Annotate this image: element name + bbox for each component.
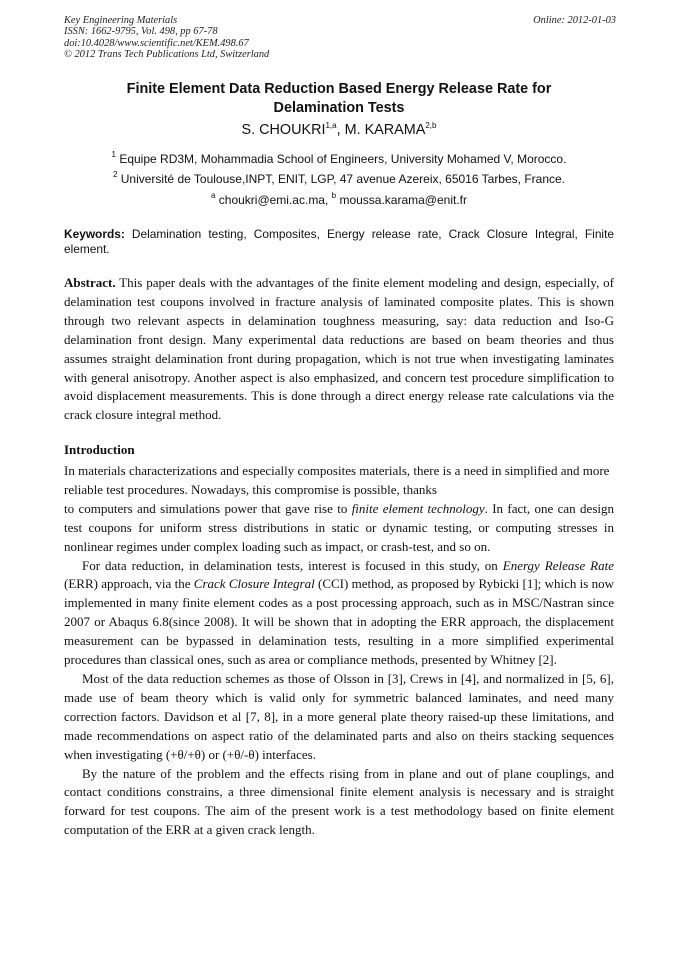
author-1-sup: 1,a bbox=[325, 121, 337, 130]
intro-p2-text-a: For data reduction, in delamination tests, interest is focused in this study, on bbox=[82, 557, 503, 573]
affiliation-2-text: Université de Toulouse,INPT, ENIT, LGP, 47 avenue Azereix, 65016 Tarbes, France. bbox=[117, 172, 566, 186]
affiliation-2 bbox=[64, 171, 614, 187]
abstract-label: Abstract. bbox=[64, 275, 116, 290]
section-heading-introduction: Introduction bbox=[64, 442, 135, 457]
email-a-sup: a bbox=[210, 191, 216, 200]
author-list bbox=[64, 121, 614, 140]
intro-paragraph-1 bbox=[64, 500, 614, 557]
paper-title bbox=[64, 80, 614, 118]
intro-p2-emphasis-1: Energy Release Rate bbox=[502, 557, 614, 573]
keywords bbox=[64, 227, 614, 257]
keywords-label: Keywords: bbox=[64, 227, 125, 241]
title-line-2: Delamination Tests bbox=[273, 100, 405, 116]
online-date: Online: 2012-01-03 bbox=[533, 15, 616, 26]
intro-p2-text-b: (ERR) approach, via the bbox=[64, 576, 194, 592]
author-2-name: M. KARAMA bbox=[344, 122, 426, 138]
intro-p1-text-a: to computers and simulations power that gave rise to bbox=[64, 500, 352, 516]
keywords-text: Delamination testing, Composites, Energy release rate, Crack Closure Integral, Finite element. bbox=[64, 227, 614, 256]
abstract bbox=[64, 274, 614, 425]
title-line-1: Finite Element Data Reduction Based Energy Release Rate for bbox=[126, 81, 552, 97]
intro-p1-emphasis: finite element technology bbox=[351, 500, 485, 516]
affiliation-1 bbox=[64, 151, 614, 167]
email-a: choukri@emi.ac.ma, bbox=[215, 193, 332, 207]
intro-p2-text-c: (CCI) method, as proposed by Rybicki [1]; which is now implemented in many finite element codes as a post processing approach, such as in MSC/Nastran since 2007 or Abaqus 6.8(since 2008). It will be shown that in adopting the ERR approach, the displacement measurement can be bypassed in delamination tests, resulting in a more simplified experimental procedures than classical ones, such as area or compliance methods, presented by Whitney [2]. bbox=[64, 576, 614, 668]
intro-paragraph-1-line-1: In materials characterizations and especially composites materials, there is a need in simplified and more reliable test procedures. Nowadays, this compromise is possible, thanks bbox=[64, 463, 610, 497]
intro-paragraph-2 bbox=[64, 557, 614, 670]
author-emails bbox=[64, 192, 614, 208]
affiliation-2-sup: 2 bbox=[112, 170, 118, 179]
journal-header bbox=[64, 15, 616, 61]
affiliation-1-text: Equipe RD3M, Mohammadia School of Engineers, University Mohamed V, Morocco. bbox=[116, 152, 567, 166]
author-2-sup: 2,b bbox=[425, 121, 437, 130]
author-separator: , bbox=[336, 122, 345, 138]
abstract-text: This paper deals with the advantages of the finite element modeling and design, especially, of delamination test coupons involved in fracture analysis of laminated composite plates. This is shown through two relevant aspects in delamination toughness measuring, say: data reduction and Iso-G delamination front design. Many experimental data reductions are based on beam theories and thus assumes straight delamination front during propagation, which is not true when investigating laminates with general anisotropy. Another aspect is also emphasized, and concern test procedure simplification to avoid displacement measurements. This is done through a direct energy release rate calculations via the crack closure integral method. bbox=[64, 275, 614, 423]
journal-name: Key Engineering Materials bbox=[64, 15, 178, 26]
email-b: moussa.karama@enit.fr bbox=[336, 193, 468, 207]
affiliation-1-sup: 1 bbox=[111, 150, 116, 159]
email-b-sup: b bbox=[331, 191, 337, 200]
introduction-body bbox=[64, 462, 614, 840]
author-1-name: S. CHOUKRI bbox=[241, 122, 326, 138]
intro-p2-emphasis-2: Crack Closure Integral bbox=[193, 576, 315, 592]
intro-paragraph-3: Most of the data reduction schemes as those of Olsson in [3], Crews in [4], and normalized in [5, 6], made use of beam theory which is valid only for symmetric balanced laminates, and need many correction factors. Davidson et al [7, 8], in a more general plate theory raised-up these limitations, and made recommendations on aspect ratio of the delaminated parts and also on theirs stacking sequences when investigating (+θ/+θ) or (+θ/-θ) interfaces. bbox=[64, 670, 614, 762]
copyright-line: © 2012 Trans Tech Publications Ltd, Switzerland bbox=[64, 49, 270, 61]
issn-line: ISSN: 1662-9795, Vol. 498, pp 67-78 bbox=[64, 26, 218, 38]
doi-line: doi:10.4028/www.scientific.net/KEM.498.67 bbox=[64, 37, 249, 49]
intro-paragraph-4: By the nature of the problem and the effects rising from in plane and out of plane couplings, and contact conditions constrains, a three dimensional finite element analysis is necessary and is straight forward for test coupons. The aim of the present work is a test methodology based on finite element computation of the ERR at a given crack length. bbox=[64, 765, 614, 838]
intro-p1-text-b: . In fact, one can design test coupons for uniform stress distributions in static or dynamic testing, or computing stresses in nonlinear regimes under complex loading such as impact, or crash-test, and so on. bbox=[64, 500, 614, 554]
